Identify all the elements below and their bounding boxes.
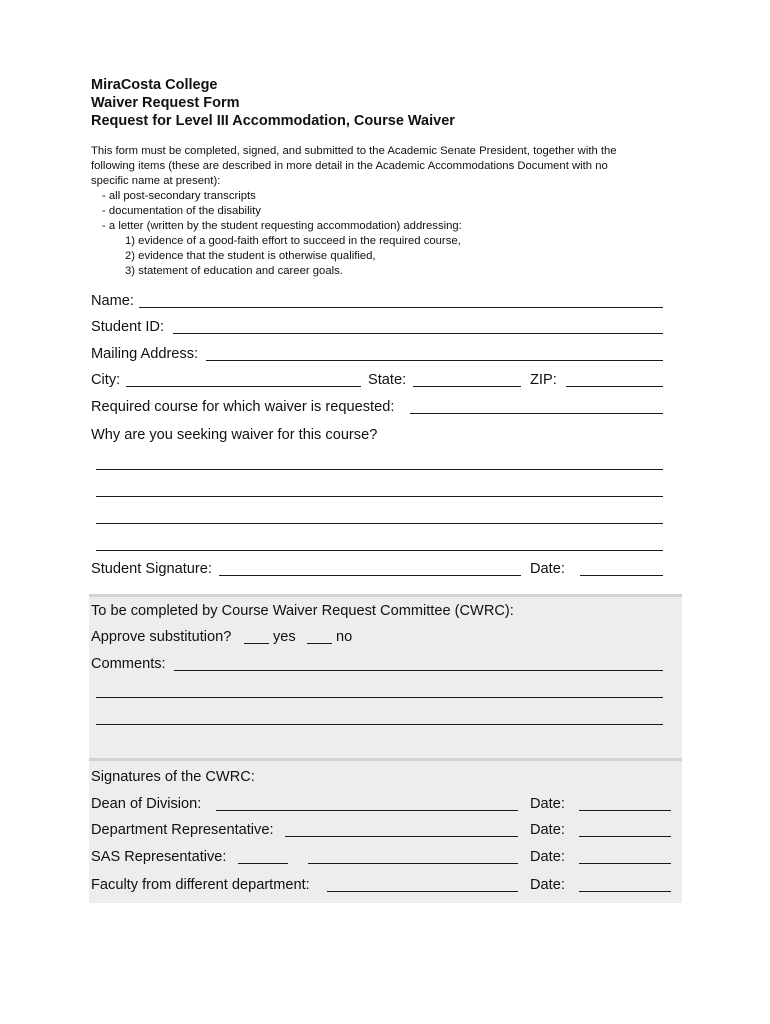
faculty-label: Faculty from different department: [91,877,310,893]
department-representative-field[interactable] [285,836,518,837]
student-signature-label: Student Signature: [91,561,212,577]
comments-field[interactable] [174,670,663,671]
reason-line[interactable] [96,550,663,551]
state-label: State: [368,372,407,388]
faculty-date-field[interactable] [579,891,671,892]
dean-label: Dean of Division: [91,796,202,812]
approve-no-field[interactable] [307,643,332,644]
intro-subitem: 1) evidence of a good-faith effort to succeed in the required course, [125,235,461,247]
intro-line: following items (these are described in more detail in the Academic Accommodations Document with no [91,160,608,172]
mailing-address-field[interactable] [206,360,663,361]
city-label: City: [91,372,121,388]
state-field[interactable] [413,386,521,387]
no-label: no [336,629,353,645]
intro-line: specific name at present): [91,175,221,187]
sas-representative-label: SAS Representative: [91,849,227,865]
faculty-signature-field[interactable] [327,891,518,892]
intro-subitem: 2) evidence that the student is otherwise qualified, [125,250,376,262]
sas-short-field[interactable] [238,863,288,864]
student-date-field[interactable] [580,575,663,576]
department-date-field[interactable] [579,836,671,837]
reason-line[interactable] [96,469,663,470]
committee-divider [89,758,682,761]
intro-item-transcripts: - all post-secondary transcripts [102,190,256,202]
intro-item-documentation: - documentation of the disability [102,205,261,217]
reason-line[interactable] [96,523,663,524]
dean-signature-field[interactable] [216,810,518,811]
department-date-label: Date: [530,822,565,838]
name-field[interactable] [139,307,663,308]
comments-line[interactable] [96,724,663,725]
student-signature-field[interactable] [219,575,521,576]
reason-label: Why are you seeking waiver for this course? [91,427,378,443]
name-label: Name: [91,293,134,309]
intro-item-letter: - a letter (written by the student requesting accommodation) addressing: [102,220,462,232]
reason-line[interactable] [96,496,663,497]
mailing-address-label: Mailing Address: [91,346,199,362]
comments-line[interactable] [96,697,663,698]
zip-field[interactable] [566,386,663,387]
student-id-label: Student ID: [91,319,165,335]
faculty-date-label: Date: [530,877,565,893]
dean-date-field[interactable] [579,810,671,811]
sas-representative-field[interactable] [308,863,518,864]
sas-date-field[interactable] [579,863,671,864]
approve-yes-field[interactable] [244,643,269,644]
city-field[interactable] [126,386,361,387]
yes-label: yes [273,629,296,645]
form-subtitle: Request for Level III Accommodation, Course Waiver [91,113,455,129]
intro-line: This form must be completed, signed, and submitted to the Academic Senate President, together with the [91,145,617,157]
approve-label: Approve substitution? [91,629,232,645]
dean-date-label: Date: [530,796,565,812]
signatures-heading: Signatures of the CWRC: [91,769,255,785]
required-course-label: Required course for which waiver is requested: [91,399,395,415]
college-name: MiraCosta College [91,77,218,93]
student-date-label: Date: [530,561,565,577]
intro-subitem: 3) statement of education and career goals. [125,265,343,277]
department-representative-label: Department Representative: [91,822,274,838]
required-course-field[interactable] [410,413,663,414]
committee-heading: To be completed by Course Waiver Request Committee (CWRC): [91,603,514,619]
form-name: Waiver Request Form [91,95,240,111]
student-id-field[interactable] [173,333,663,334]
zip-label: ZIP: [530,372,557,388]
sas-date-label: Date: [530,849,565,865]
comments-label: Comments: [91,656,166,672]
